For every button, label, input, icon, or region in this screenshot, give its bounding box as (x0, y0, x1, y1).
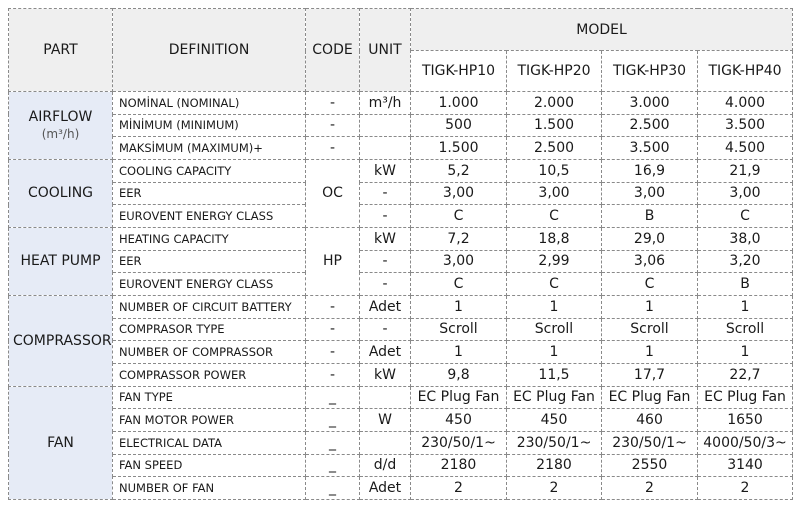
unit-cell: Adet (360, 477, 411, 500)
definition-cell: COMPRASOR TYPE (113, 318, 306, 341)
value-cell: 1 (507, 341, 602, 364)
part-sublabel: (m³/h) (41, 127, 80, 142)
value-cell: 7,2 (411, 227, 507, 250)
definition-cell: MAKSİMUM (MAXIMUM)+ (113, 137, 306, 160)
value-cell: C (507, 205, 602, 228)
value-cell: 230/50/1~ (411, 431, 507, 454)
value-cell: 2 (507, 477, 602, 500)
value-cell: 21,9 (698, 159, 793, 182)
unit-cell: kW (360, 159, 411, 182)
definition-cell: HEATING CAPACITY (113, 227, 306, 250)
value-cell: Scroll (411, 318, 507, 341)
definition-cell: EUROVENT ENERGY CLASS (113, 205, 306, 228)
code-cell: _ (306, 477, 360, 500)
definition-cell: FAN TYPE (113, 386, 306, 409)
definition-cell: MİNİMUM (MINIMUM) (113, 114, 306, 137)
part-airflow (9, 92, 113, 160)
value-cell: Scroll (507, 318, 602, 341)
value-cell: EC Plug Fan (602, 386, 698, 409)
unit-cell: - (360, 205, 411, 228)
value-cell: 2 (411, 477, 507, 500)
unit-cell (360, 386, 411, 409)
value-cell: 4.500 (698, 137, 793, 160)
value-cell: 16,9 (602, 159, 698, 182)
value-cell: B (698, 273, 793, 296)
unit-cell: - (360, 182, 411, 205)
value-cell: 3,00 (698, 182, 793, 205)
table-row (9, 431, 793, 454)
value-cell: 3,06 (602, 250, 698, 273)
value-cell: 500 (411, 114, 507, 137)
code-cell: - (306, 114, 360, 137)
part-heat-pump: HEAT PUMP (9, 227, 113, 295)
value-cell: 3,00 (507, 182, 602, 205)
value-cell: C (698, 205, 793, 228)
value-cell: 1 (698, 341, 793, 364)
value-cell: 5,2 (411, 159, 507, 182)
header-model-3: TIGK-HP30 (602, 51, 698, 92)
value-cell: 3140 (698, 454, 793, 477)
value-cell: 3.500 (698, 114, 793, 137)
definition-cell: COOLING CAPACITY (113, 159, 306, 182)
value-cell: 1 (411, 295, 507, 318)
table-row (9, 159, 793, 182)
spec-table (8, 8, 793, 500)
value-cell: 18,8 (507, 227, 602, 250)
value-cell: Scroll (602, 318, 698, 341)
table-row (9, 341, 793, 364)
value-cell: 3.500 (602, 137, 698, 160)
unit-cell: kW (360, 227, 411, 250)
part-compressor: COMPRASSOR (9, 295, 113, 386)
unit-cell: W (360, 409, 411, 432)
definition-cell: ELECTRICAL DATA (113, 431, 306, 454)
table-row (9, 363, 793, 386)
value-cell: 1.000 (411, 92, 507, 115)
table-row (9, 250, 793, 273)
part-label: AIRFLOW (28, 109, 93, 126)
value-cell: 3.000 (602, 92, 698, 115)
value-cell: 2.500 (602, 114, 698, 137)
value-cell: C (602, 273, 698, 296)
value-cell: EC Plug Fan (507, 386, 602, 409)
code-cell: - (306, 137, 360, 160)
value-cell: C (411, 273, 507, 296)
value-cell: 2180 (411, 454, 507, 477)
value-cell: EC Plug Fan (698, 386, 793, 409)
definition-cell: EUROVENT ENERGY CLASS (113, 273, 306, 296)
value-cell: 2.500 (507, 137, 602, 160)
table-row (9, 386, 793, 409)
value-cell: 22,7 (698, 363, 793, 386)
value-cell: 4000/50/3~ (698, 431, 793, 454)
code-cell: - (306, 363, 360, 386)
value-cell: 2 (602, 477, 698, 500)
value-cell: 2180 (507, 454, 602, 477)
value-cell: 1 (698, 295, 793, 318)
table-row (9, 137, 793, 160)
value-cell: 9,8 (411, 363, 507, 386)
table-row (9, 182, 793, 205)
code-cell: _ (306, 386, 360, 409)
header-model-4: TIGK-HP40 (698, 51, 793, 92)
value-cell: 10,5 (507, 159, 602, 182)
unit-cell: d/d (360, 454, 411, 477)
part-fan: FAN (9, 386, 113, 499)
definition-cell: NUMBER OF COMPRASSOR (113, 341, 306, 364)
value-cell: 17,7 (602, 363, 698, 386)
value-cell: B (602, 205, 698, 228)
value-cell: 2550 (602, 454, 698, 477)
unit-cell: Adet (360, 341, 411, 364)
definition-cell: COMPRASSOR POWER (113, 363, 306, 386)
value-cell: 29,0 (602, 227, 698, 250)
unit-cell: - (360, 273, 411, 296)
table-row (9, 318, 793, 341)
code-cell: _ (306, 431, 360, 454)
value-cell: 3,20 (698, 250, 793, 273)
unit-cell: - (360, 318, 411, 341)
value-cell: 450 (507, 409, 602, 432)
unit-cell: - (360, 250, 411, 273)
value-cell: 1650 (698, 409, 793, 432)
definition-cell: FAN MOTOR POWER (113, 409, 306, 432)
value-cell: 2 (698, 477, 793, 500)
code-cell: _ (306, 409, 360, 432)
table-row (9, 477, 793, 500)
table-row (9, 227, 793, 250)
part-cooling: COOLING (9, 159, 113, 227)
value-cell: 38,0 (698, 227, 793, 250)
definition-cell: NUMBER OF FAN (113, 477, 306, 500)
table-row (9, 273, 793, 296)
definition-cell: EER (113, 182, 306, 205)
table-row (9, 409, 793, 432)
code-cell: _ (306, 454, 360, 477)
value-cell: 1 (602, 341, 698, 364)
value-cell: 1.500 (507, 114, 602, 137)
code-cell: - (306, 318, 360, 341)
definition-cell: NUMBER OF CIRCUIT BATTERY (113, 295, 306, 318)
table-row (9, 92, 793, 115)
table-row (9, 295, 793, 318)
value-cell: Scroll (698, 318, 793, 341)
header-definition: DEFINITION (113, 9, 306, 92)
code-cell: - (306, 295, 360, 318)
unit-cell: kW (360, 363, 411, 386)
value-cell: 11,5 (507, 363, 602, 386)
header-model-1: TIGK-HP10 (411, 51, 507, 92)
header-model-2: TIGK-HP20 (507, 51, 602, 92)
definition-cell: EER (113, 250, 306, 273)
value-cell: 3,00 (602, 182, 698, 205)
definition-cell: FAN SPEED (113, 454, 306, 477)
code-cell: HP (306, 227, 360, 295)
value-cell: 460 (602, 409, 698, 432)
unit-cell (360, 431, 411, 454)
value-cell: 1 (411, 341, 507, 364)
value-cell: 1.500 (411, 137, 507, 160)
table-row (9, 454, 793, 477)
value-cell: 230/50/1~ (507, 431, 602, 454)
value-cell: 3,00 (411, 250, 507, 273)
value-cell: C (507, 273, 602, 296)
header-part: PART (9, 9, 113, 92)
header-code: CODE (306, 9, 360, 92)
value-cell: 450 (411, 409, 507, 432)
code-cell: - (306, 341, 360, 364)
table-row (9, 114, 793, 137)
header-unit: UNIT (360, 9, 411, 92)
value-cell: C (411, 205, 507, 228)
value-cell: EC Plug Fan (411, 386, 507, 409)
value-cell: 2,99 (507, 250, 602, 273)
value-cell: 3,00 (411, 182, 507, 205)
value-cell: 1 (507, 295, 602, 318)
value-cell: 4.000 (698, 92, 793, 115)
unit-cell (360, 137, 411, 160)
unit-cell: Adet (360, 295, 411, 318)
unit-cell (360, 114, 411, 137)
value-cell: 230/50/1~ (602, 431, 698, 454)
table-row (9, 205, 793, 228)
value-cell: 2.000 (507, 92, 602, 115)
header-model: MODEL (411, 9, 793, 51)
definition-cell: NOMİNAL (NOMINAL) (113, 92, 306, 115)
value-cell: 1 (602, 295, 698, 318)
unit-cell: m³/h (360, 92, 411, 115)
code-cell: - (306, 92, 360, 115)
code-cell: OC (306, 159, 360, 227)
